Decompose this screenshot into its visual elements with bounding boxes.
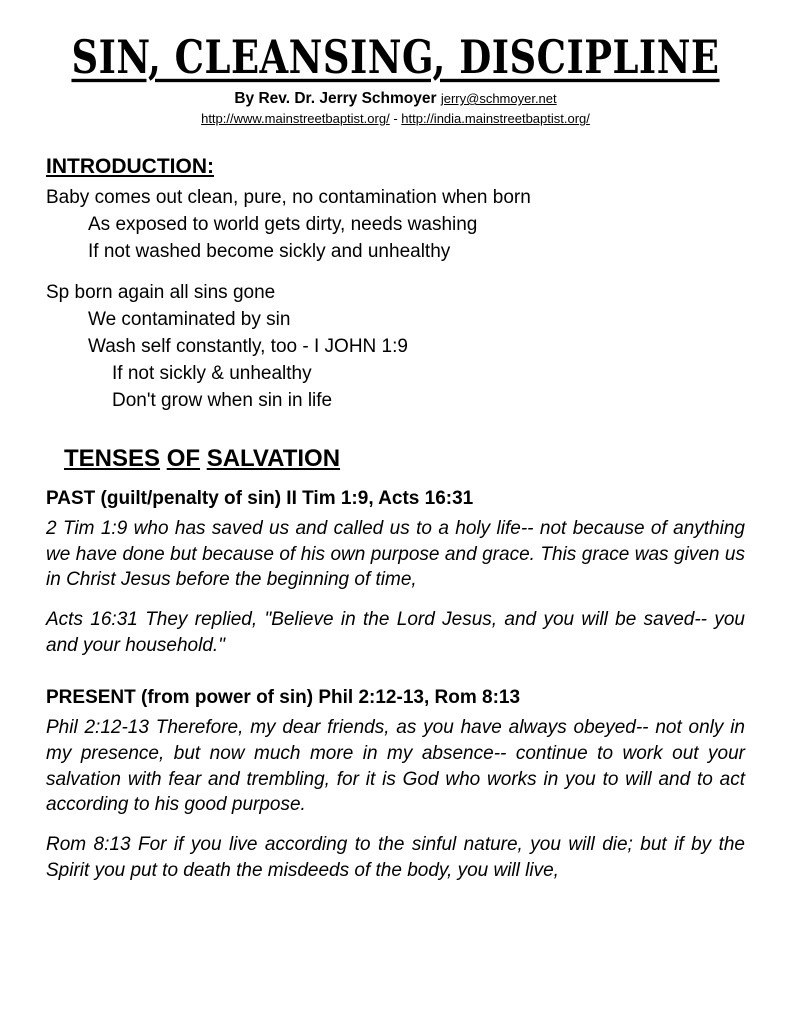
outline-line: Baby comes out clean, pure, no contamination when born	[46, 187, 531, 209]
present-heading: PRESENT (from power of sin) Phil 2:12-13, Rom 8:13	[46, 686, 521, 708]
introduction-heading: INTRODUCTION:	[46, 155, 214, 179]
india-site-link[interactable]: http://india.mainstreetbaptist.org/	[401, 111, 590, 127]
outline-line: Wash self constantly, too - I JOHN 1:9	[88, 336, 408, 358]
outline-line: Don't grow when sin in life	[112, 390, 333, 412]
byline	[46, 89, 745, 109]
past-verse-2: Acts 16:31 They replied, "Believe in the Lord Jesus, and you will be saved-- you and your household."	[46, 609, 745, 657]
present-verse-1: Phil 2:12-13 Therefore, my dear friends, as you have always obeyed-- not only in my presence, but now much more in my absence-- continue to work out your salvation with fear and trembling, for it is God who works in you to will and to act according to his good purpose.	[46, 716, 745, 816]
outline-line: As exposed to world gets dirty, needs washing	[88, 214, 478, 236]
author-email-link[interactable]: jerry@schmoyer.net	[440, 91, 557, 107]
outline-line: We contaminated by sin	[88, 309, 291, 331]
outline-spacer	[46, 266, 745, 280]
tenses-heading: TENSES OF SALVATION	[64, 445, 341, 473]
page-title: SIN, CLEANSING, DISCIPLINE	[71, 30, 720, 85]
past-heading: PAST (guilt/penalty of sin) II Tim 1:9, Acts 16:31	[46, 487, 474, 509]
outline-line: If not washed become sickly and unhealthy	[88, 241, 451, 263]
past-tense-block	[46, 488, 745, 659]
website-links	[46, 111, 745, 128]
outline-line: If not sickly & unhealthy	[112, 363, 312, 385]
link-separator: -	[393, 111, 398, 127]
outline-line: Sp born again all sins gone	[46, 282, 276, 304]
introduction-outline	[46, 185, 745, 415]
main-site-link[interactable]: http://www.mainstreetbaptist.org/	[201, 111, 390, 127]
author-name: By Rev. Dr. Jerry Schmoyer	[234, 90, 437, 108]
present-tense-block	[46, 687, 745, 884]
past-verse-1: 2 Tim 1:9 who has saved us and called us to a holy life-- not because of anything we have done but because of his own purpose and grace. This grace was given us in Christ Jesus before the beginning of time,	[46, 517, 745, 591]
present-verse-2: Rom 8:13 For if you live according to the sinful nature, you will die; but if by the Spirit you put to death the misdeeds of the body, you will live,	[46, 834, 745, 882]
